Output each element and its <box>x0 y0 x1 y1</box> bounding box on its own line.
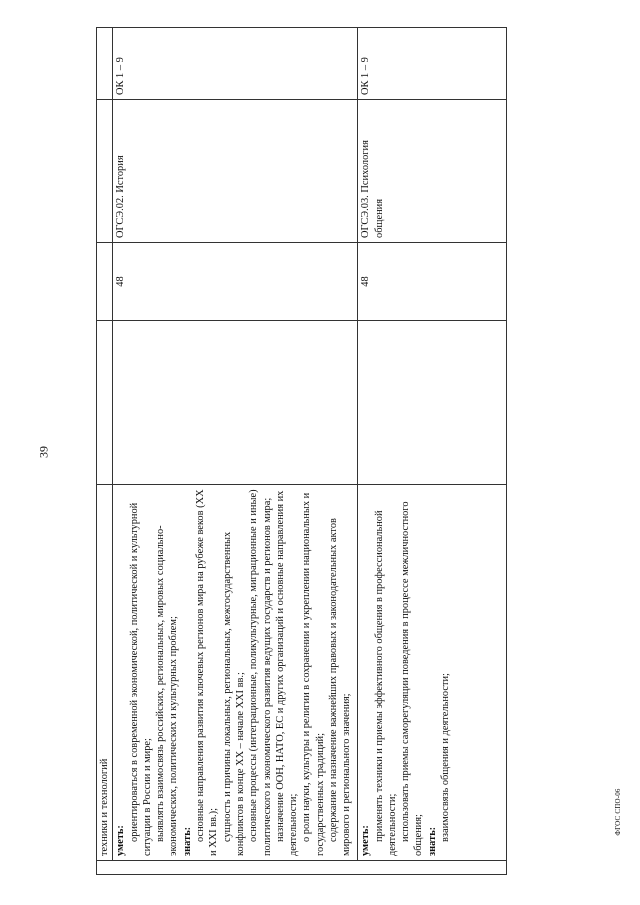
skills-cell <box>358 485 507 861</box>
skill-item: содержание и назначение важнейших правовых и законодательных актов мирового и регионального значения; <box>328 518 353 856</box>
index-column <box>97 861 507 875</box>
continued-text-cell: техники и технологий <box>97 485 113 861</box>
skill-item: основные направления развития ключевых регионов мира на рубеже веков (XX и XXI вв.); <box>195 489 220 856</box>
max-load-cell <box>358 321 507 485</box>
hours-cell: 48 <box>113 243 358 321</box>
skills-text <box>114 489 353 856</box>
skills-cell <box>113 485 358 861</box>
skill-item: о роли науки, культуры и религии в сохранении и укреплении национальных и государственных традиций; <box>301 492 326 856</box>
skill-item: взаимосвязь общения и деятельности; <box>440 673 452 842</box>
skill-item: применять техники и приемы эффективного общения в профессиональной деятельности; <box>373 510 398 856</box>
section-heading: уметь: <box>115 825 127 856</box>
skill-item: ориентироваться в современной экономической, политической и культурной ситуации в России и мире; <box>128 502 153 856</box>
skill-item: назначение ООН, НАТО, ЕС и других организаций и основные направления их деятельности; <box>274 490 300 856</box>
section-heading: знать: <box>426 826 438 856</box>
empty-cell <box>97 321 113 485</box>
curriculum-table <box>96 27 507 875</box>
empty-cell <box>97 100 113 243</box>
footer-code: ФГОС СПО-06 <box>614 788 622 836</box>
skill-item: использовать приемы саморегуляции поведения в процессе межличностного общения; <box>400 501 425 856</box>
max-load-cell <box>113 321 358 485</box>
rotated-page <box>96 28 507 875</box>
discipline-cell: ОГСЭ.03. Психология общения <box>358 100 507 243</box>
skills-text <box>359 489 452 856</box>
section-heading: уметь: <box>360 825 372 856</box>
discipline-cell: ОГСЭ.02. История <box>113 100 358 243</box>
page-number: 39 <box>36 446 51 458</box>
table-row-continuation <box>97 28 113 875</box>
skill-item: сущность и причины локальных, региональных, межгосударственных конфликтов в конце XX – начале XXI вв.; <box>221 531 246 856</box>
empty-cell <box>97 243 113 321</box>
empty-cell <box>97 28 113 100</box>
competence-cell: ОК 1 – 9 <box>358 28 507 100</box>
table-row-psychology <box>358 28 507 875</box>
skill-item: выявлять взаимосвязь российских, региональных, мировых социально-экономических, политических и культурных проблем; <box>155 525 180 856</box>
hours-cell: 48 <box>358 243 507 321</box>
table-row-history <box>113 28 358 875</box>
section-heading: знать: <box>181 826 193 856</box>
skill-item: основные процессы (интеграционные, поликультурные, миграционные и иные) политического и экономического развития ведущих государств и регионов мира; <box>248 489 273 856</box>
competence-cell: ОК 1 – 9 <box>113 28 358 100</box>
